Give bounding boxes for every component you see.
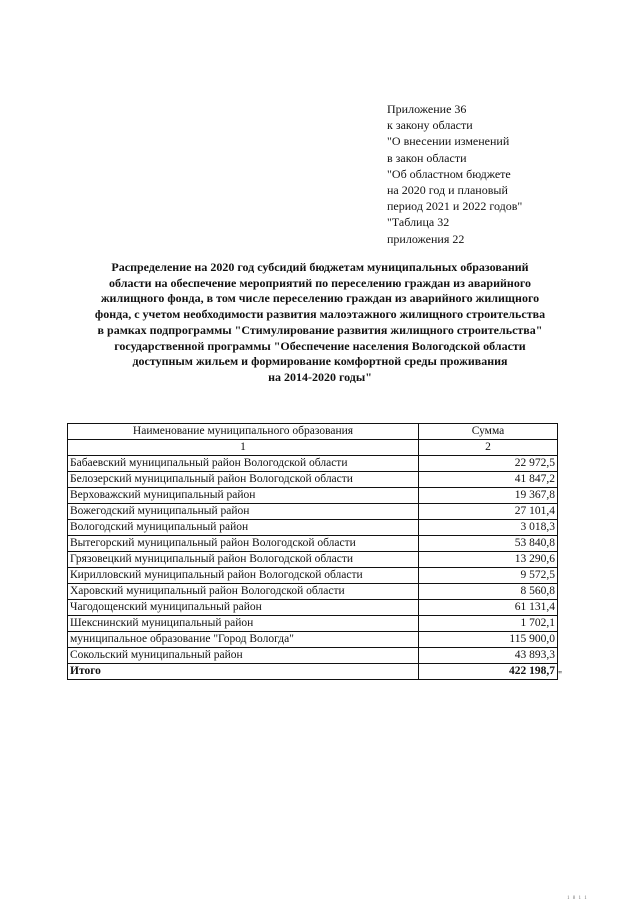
subsidy-amount: 19 367,8 <box>419 488 558 504</box>
appendix-line: к закону области <box>387 118 473 133</box>
title-line: Распределение на 2020 год субсидий бюджетам муниципальных образований <box>111 260 529 274</box>
total-amount: 422 198,7 <box>419 664 558 680</box>
appendix-line: "Таблица 32 <box>387 215 450 230</box>
table-row <box>68 456 558 472</box>
municipality-name: Вожегодский муниципальный район <box>68 504 419 520</box>
municipality-name: Грязовецкий муниципальный район Вологодской области <box>68 552 419 568</box>
table-row <box>68 600 558 616</box>
municipality-name: муниципальное образование "Город Вологда" <box>68 632 419 648</box>
title-line: государственной программы "Обеспечение населения Вологодской области <box>114 338 526 353</box>
title-line: в рамках подпрограммы "Стимулирование развития жилищного строительства" <box>97 322 543 337</box>
total-label: Итого <box>68 664 419 680</box>
subsidy-amount: 41 847,2 <box>419 472 558 488</box>
closing-quote: " <box>558 670 563 681</box>
subsidy-amount: 53 840,8 <box>419 536 558 552</box>
subsidy-amount: 9 572,5 <box>419 568 558 584</box>
subsidy-amount: 43 893,3 <box>419 648 558 664</box>
subsidy-amount: 3 018,3 <box>419 520 558 536</box>
title-line: жилищного фонда, в том числе переселению граждан из аварийного жилищного <box>100 291 540 306</box>
subsidy-distribution-table <box>67 423 558 680</box>
municipality-name: Белозерский муниципальный район Вологодской области <box>68 472 419 488</box>
appendix-reference <box>387 101 627 247</box>
page-footer-mark: 1 8 1 1 <box>567 896 588 901</box>
appendix-line: приложения 22 <box>387 231 465 246</box>
header-municipality: Наименование муниципального образования <box>68 424 419 440</box>
appendix-line: период 2021 и 2022 годов" <box>387 199 523 214</box>
column-number: 2 <box>419 440 558 456</box>
municipality-name: Чагодощенский муниципальный район <box>68 600 419 616</box>
title-line: области на обеспечение мероприятий по переселению граждан из аварийного <box>109 275 531 290</box>
table-row <box>68 584 558 600</box>
table-row <box>68 568 558 584</box>
column-number-row <box>68 440 558 456</box>
appendix-line: "О внесении изменений <box>387 134 510 149</box>
table-row <box>68 616 558 632</box>
municipality-name: Харовский муниципальный район Вологодской области <box>68 584 419 600</box>
table-row <box>68 520 558 536</box>
appendix-line: в закон области <box>387 150 467 165</box>
table-row <box>68 552 558 568</box>
subsidy-amount: 8 560,8 <box>419 584 558 600</box>
table-row <box>68 472 558 488</box>
appendix-line: "Об областном бюджете <box>387 166 511 181</box>
municipality-name: Бабаевский муниципальный район Вологодской области <box>68 456 419 472</box>
subsidy-amount: 27 101,4 <box>419 504 558 520</box>
title-line: доступным жильем и формирование комфортной среды проживания <box>132 354 508 369</box>
municipality-name: Кирилловский муниципальный район Вологодской области <box>68 568 419 584</box>
subsidy-amount: 115 900,0 <box>419 632 558 648</box>
subsidy-amount: 1 702,1 <box>419 616 558 632</box>
municipality-name: Верховажский муниципальный район <box>68 488 419 504</box>
column-number: 1 <box>68 440 419 456</box>
municipality-name: Вытегорский муниципальный район Вологодской области <box>68 536 419 552</box>
header-sum: Сумма <box>419 424 558 440</box>
municipality-name: Шекснинский муниципальный район <box>68 616 419 632</box>
table-row <box>68 504 558 520</box>
table-row <box>68 488 558 504</box>
table-row <box>68 632 558 648</box>
municipality-name: Сокольский муниципальный район <box>68 648 419 664</box>
title-line: на 2014-2020 годы" <box>268 369 372 384</box>
subsidy-amount: 22 972,5 <box>419 456 558 472</box>
municipality-name: Вологодский муниципальный район <box>68 520 419 536</box>
appendix-line: на 2020 год и плановый <box>387 183 508 198</box>
subsidy-amount: 13 290,6 <box>419 552 558 568</box>
subsidy-amount: 61 131,4 <box>419 600 558 616</box>
document-title <box>62 260 578 386</box>
table-header-row <box>68 424 558 440</box>
table-row <box>68 648 558 664</box>
total-row <box>68 664 558 680</box>
table-row <box>68 536 558 552</box>
appendix-line: Приложение 36 <box>387 102 467 116</box>
title-line: фонда, с учетом необходимости развития малоэтажного жилищного строительства <box>94 307 546 322</box>
